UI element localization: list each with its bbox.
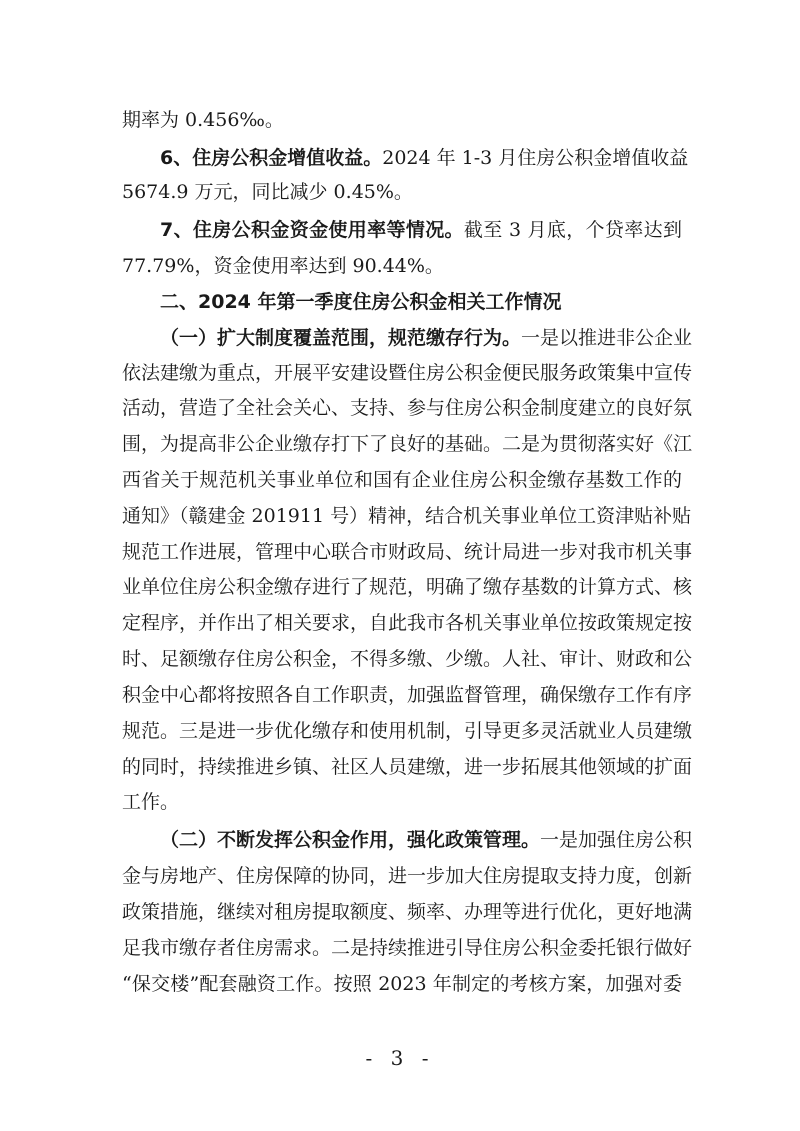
text-line: 围，为提高非公企业缴存打下了良好的基础。二是为贯彻落实好《江 xyxy=(122,433,693,455)
section-7-heading: 7、住房公积金资金使用率等情况。截至 3 月底，个贷率达到 xyxy=(160,219,682,241)
subsection-one-heading: （一）扩大制度覆盖范围，规范缴存行为。一是以推进非公企业 xyxy=(160,327,693,349)
text-line: 77.79%，资金使用率达到 90.44%。 xyxy=(122,255,444,277)
text-line: 依法建缴为重点，开展平安建设暨住房公积金便民服务政策集中宣传 xyxy=(122,362,693,384)
section-6-heading: 6、住房公积金增值收益。2024 年 1-3 月住房公积金增值收益 xyxy=(160,147,689,169)
text-line: 时、足额缴存住房公积金，不得多缴、少缴。人社、审计、财政和公 xyxy=(122,648,693,670)
text-line: 积金中心都将按照各自工作职责，加强监督管理，确保缴存工作有序 xyxy=(122,684,693,706)
text-line: 规范工作进展，管理中心联合市财政局、统计局进一步对我市机关事 xyxy=(122,541,693,563)
text-line: “保交楼”配套融资工作。按照 2023 年制定的考核方案，加强对委 xyxy=(122,973,682,995)
text-line: 西省关于规范机关事业单位和国有企业住房公积金缴存基数工作的 xyxy=(122,469,682,491)
text-line: 业单位住房公积金缴存进行了规范，明确了缴存基数的计算方式、核 xyxy=(122,576,693,598)
text-line: 足我市缴存者住房需求。二是持续推进引导住房公积金委托银行做好 xyxy=(122,937,693,959)
text-line: 工作。 xyxy=(122,791,180,813)
text-line: 定程序，并作出了相关要求，自此我市各机关事业单位按政策规定按 xyxy=(122,612,693,634)
text-line: 期率为 0.456‰。 xyxy=(122,109,284,131)
text-line: 政策措施，继续对租房提取额度、频率、办理等进行优化，更好地满 xyxy=(122,901,693,923)
text-line: 规范。三是进一步优化缴存和使用机制，引导更多灵活就业人员建缴 xyxy=(122,720,693,742)
text-line: 金与房地产、住房保障的协同，进一步加大住房提取支持力度，创新 xyxy=(122,865,693,887)
text-line: 通知》（赣建金 201911 号）精神，结合机关事业单位工资津贴补贴 xyxy=(122,505,692,527)
page-number: - 3 - xyxy=(365,1046,435,1070)
subsection-two-heading: （二）不断发挥公积金作用，强化政策管理。一是加强住房公积 xyxy=(160,829,693,851)
section-two-heading: 二、2024 年第一季度住房公积金相关工作情况 xyxy=(160,291,562,313)
text-line: 5674.9 万元，同比减少 0.45%。 xyxy=(122,181,413,203)
text-line: 的同时，持续推进乡镇、社区人员建缴，进一步拓展其他领域的扩面 xyxy=(122,756,693,778)
text-line: 活动，营造了全社会关心、支持、参与住房公积金制度建立的良好氛 xyxy=(122,397,693,419)
